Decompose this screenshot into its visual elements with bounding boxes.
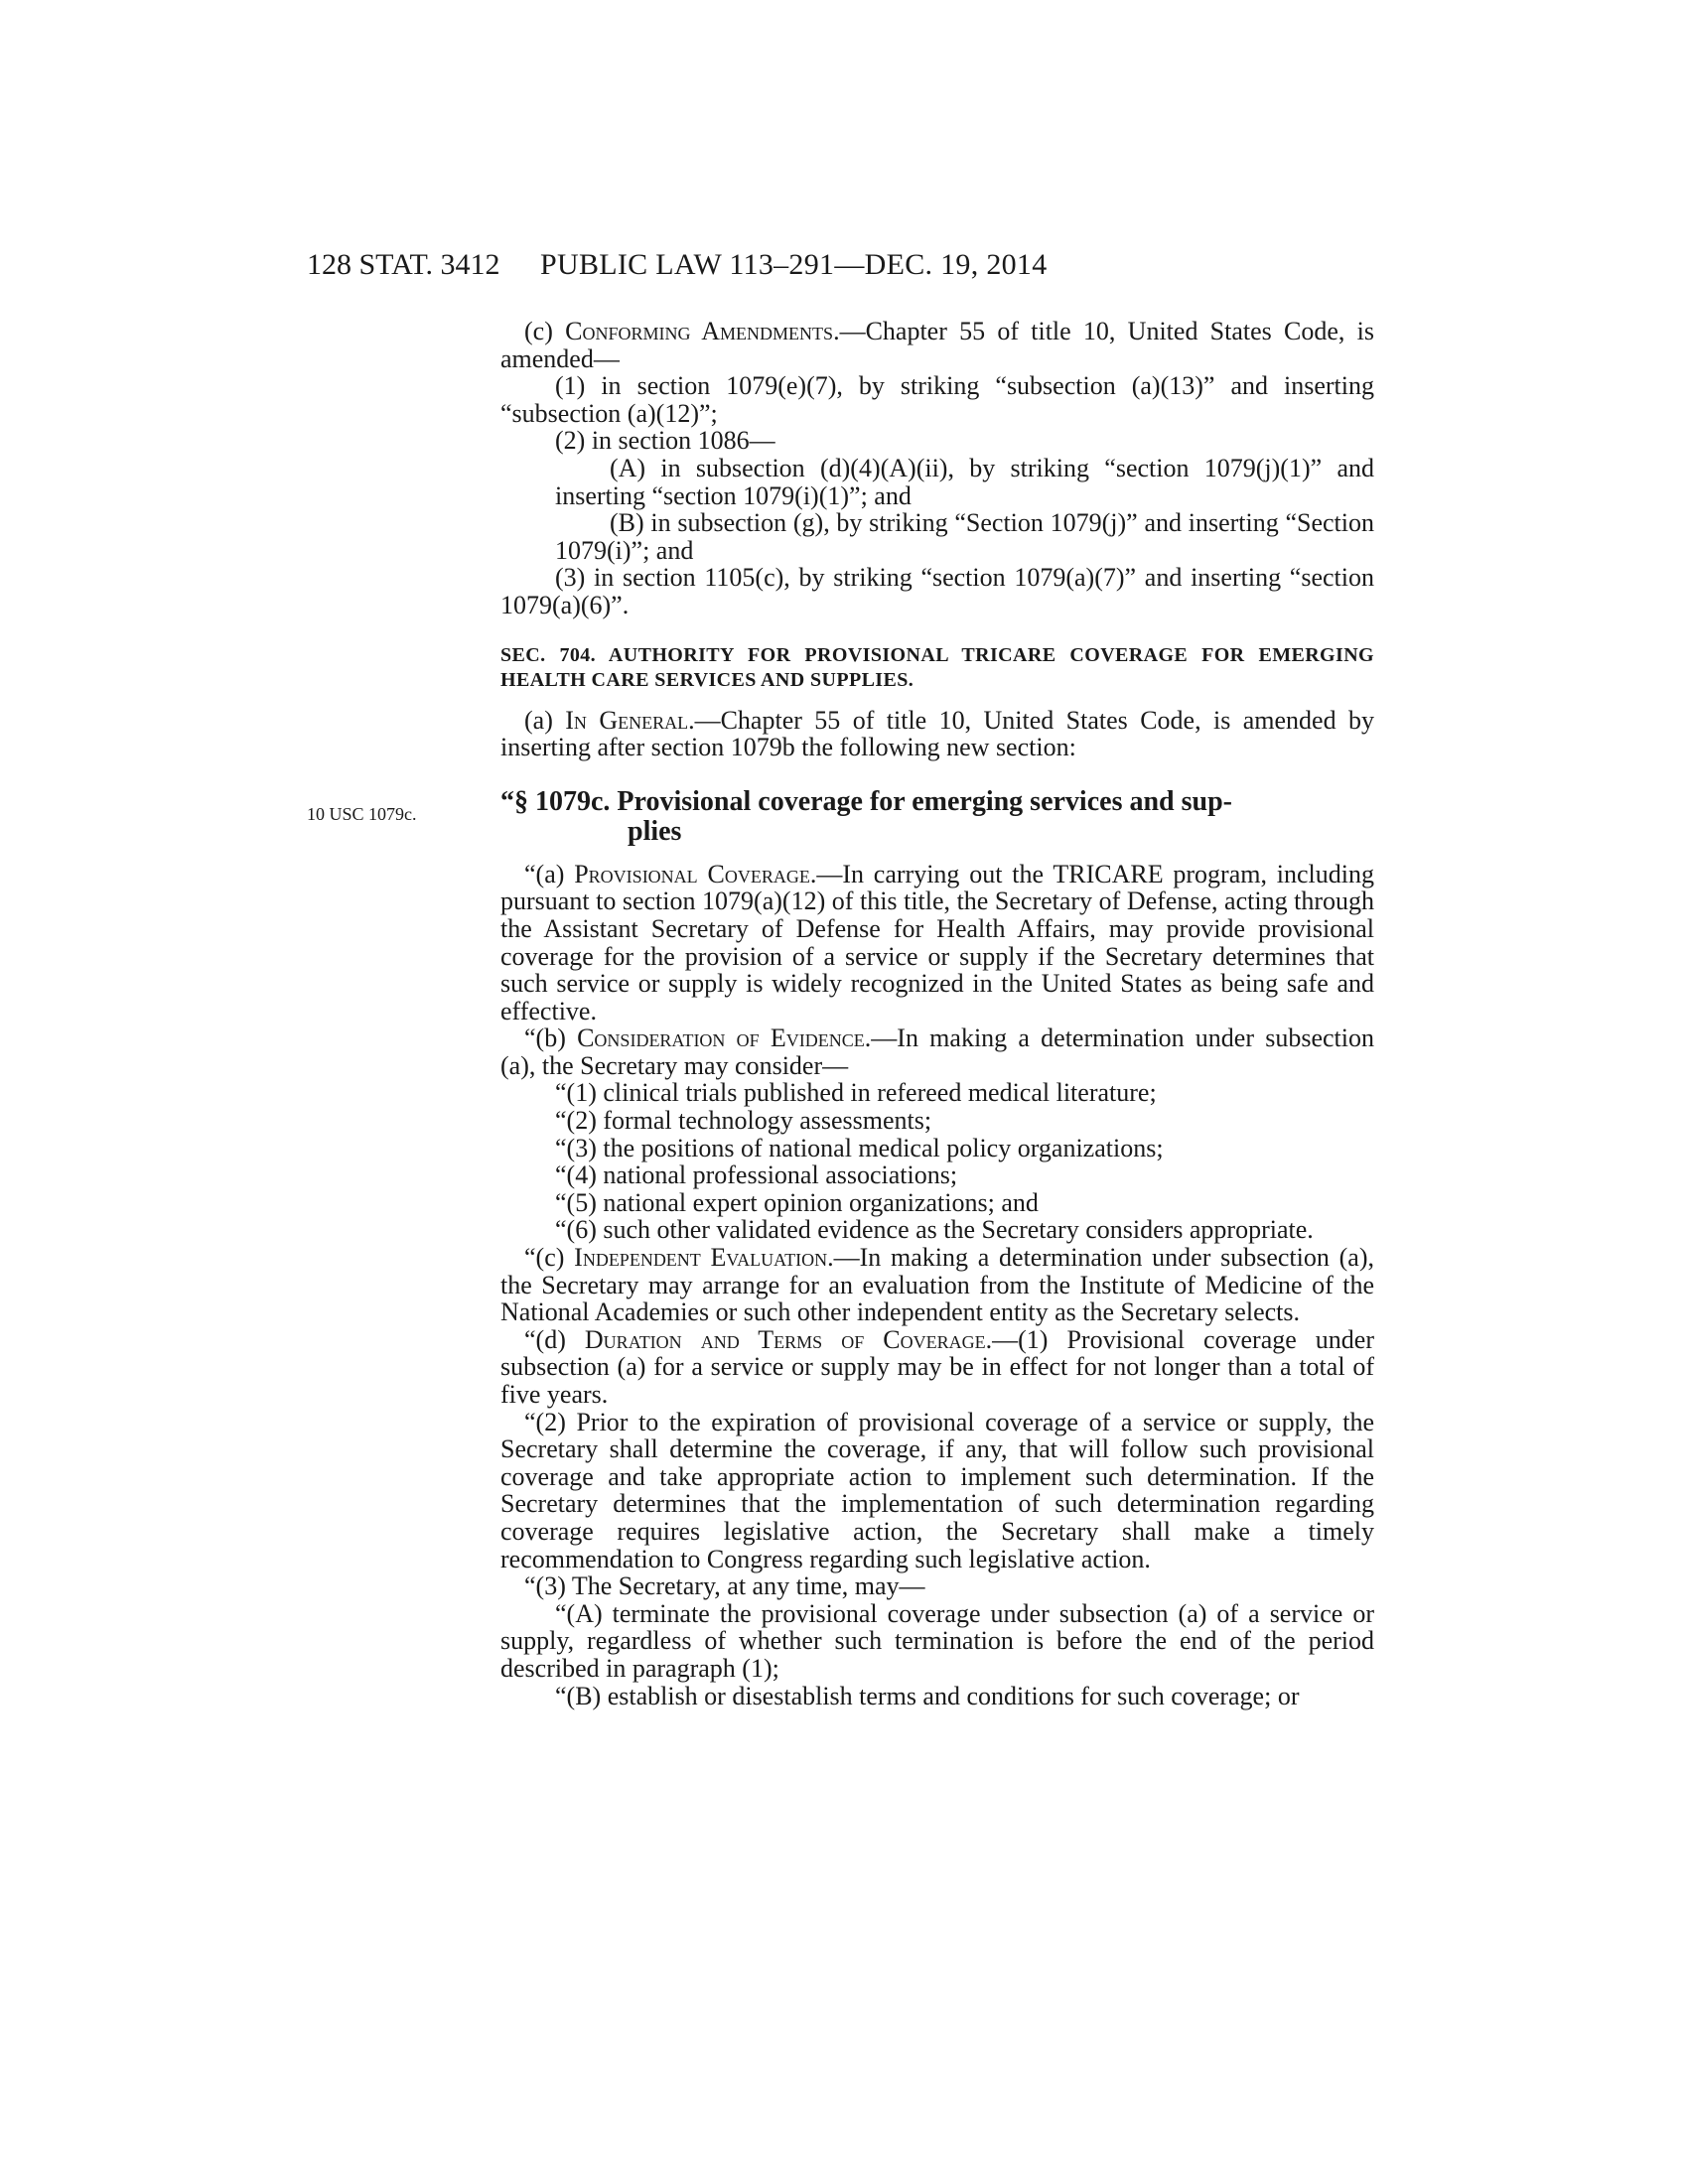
evidence-item: “(4) national professional associations; xyxy=(555,1160,958,1190)
independent-evaluation-c xyxy=(500,1244,1374,1326)
pb-lead: “(b) xyxy=(524,1024,578,1053)
subsection-a-lead: (a) xyxy=(524,705,566,735)
section-1079c-heading-line2: plies xyxy=(628,815,682,847)
paragraph-c2: (2) in section 1086— xyxy=(555,426,775,456)
subsection-c xyxy=(500,318,1374,372)
section-704-heading: SEC. 704. AUTHORITY FOR PROVISIONAL TRICARE COVERAGE FOR EMERGING HEALTH CARE SERVICES AND SUPPLIES. xyxy=(500,643,1374,691)
subsection-a-text: .—Chapter 55 of title 10, United States Code, is amended by inserting after section 1079b the following new section: xyxy=(500,705,1374,762)
subsection-a-general xyxy=(500,707,1374,761)
evidence-item: “(6) such other validated evidence as the Secretary considers appropriate. xyxy=(555,1215,1314,1245)
pb-text: .—In making a determination under subsection (a), the Secretary may consider— xyxy=(500,1024,1374,1080)
paragraph-c3: (3) in section 1105(c), by striking “section 1079(a)(7)” and inserting “section 1079(a)(6)”. xyxy=(500,563,1374,619)
pc-heading: Independent Evaluation xyxy=(574,1243,828,1273)
provisional-coverage-a xyxy=(500,861,1374,1025)
pa-text: .—In carrying out the TRICARE program, including pursuant to section 1079(a)(12) of this title, the Secretary of Defense, acting through the Assistant Secretary of Defense for Health Affairs, may provide provisional coverage for the provision of a service or supply if the Secretary determines that such service or supply is widely recognized in the United States as being safe and effective. xyxy=(500,859,1375,1025)
public-law-title: PUBLIC LAW 113–291—DEC. 19, 2014 xyxy=(540,248,1048,281)
pb-heading: Consideration of Evidence xyxy=(577,1024,865,1053)
subsection-a-heading: In General xyxy=(565,705,689,735)
pd-text: .—(1) Provisional coverage under subsection (a) for a service or supply may be in effect for not longer than a total of five years. xyxy=(500,1324,1375,1409)
evidence-item: “(1) clinical trials published in refereed medical literature; xyxy=(555,1078,1157,1108)
pd-heading: Duration and Terms of Coverage xyxy=(584,1324,986,1354)
document-body xyxy=(500,318,1374,1709)
statute-page-number: 128 STAT. 3412 xyxy=(307,248,500,281)
paragraph-d2: “(2) Prior to the expiration of provisional coverage of a service or supply, the Secretary shall determine the coverage, if any, that will follow such provisional coverage and take appropriate action to implement such determination. If the Secretary determines that the implementation of such determination regarding coverage requires legislative action, the Secretary shall make a timely recommendation to Congress regarding such legislative action. xyxy=(500,1407,1374,1573)
evidence-item: “(2) formal technology assessments; xyxy=(555,1106,932,1136)
pc-text: .—In making a determination under subsection (a), the Secretary may arrange for an evaluation from the Institute of Medicine of the National Academies or such other independent entity as the Secretary selects. xyxy=(500,1243,1374,1327)
paragraph-c2b: (B) in subsection (g), by striking “Section 1079(j)” and inserting “Section 1079(i)”; and xyxy=(555,508,1374,565)
pa-heading: Provisional Coverage xyxy=(574,859,810,888)
page-header xyxy=(307,248,1374,288)
section-1079c-heading xyxy=(500,787,1374,847)
paragraph-d3b: “(B) establish or disestablish terms and conditions for such coverage; or xyxy=(555,1681,1300,1710)
paragraph-d3a: “(A) terminate the provisional coverage under subsection (a) of a service or supply, regardless of whether such termination is before the end of the period described in paragraph (1); xyxy=(500,1598,1374,1683)
evidence-item: “(3) the positions of national medical policy organizations; xyxy=(555,1133,1164,1162)
subsection-c-lead: (c) xyxy=(524,317,566,345)
duration-terms-d xyxy=(500,1326,1374,1409)
pc-lead: “(c) xyxy=(524,1243,575,1273)
margin-citation: 10 USC 1079c. xyxy=(307,804,417,824)
section-1079c-heading-line1: “§ 1079c. Provisional coverage for emerging services and sup- xyxy=(500,785,1232,817)
subsection-c-heading: Conforming Amendments xyxy=(565,317,834,345)
evidence-item: “(5) national expert opinion organizations; and xyxy=(555,1187,1039,1217)
paragraph-c2a: (A) in subsection (d)(4)(A)(ii), by striking “section 1079(j)(1)” and inserting “section 1079(i)(1)”; and xyxy=(555,453,1374,510)
pd-lead: “(d) xyxy=(524,1324,585,1354)
subsection-c-text: .—Chapter 55 of title 10, United States Code, is amended— xyxy=(500,317,1375,373)
consideration-b xyxy=(500,1024,1374,1079)
pa-lead: “(a) xyxy=(524,859,575,888)
paragraph-c1: (1) in section 1079(e)(7), by striking “subsection (a)(13)” and inserting “subsection (a)(12)”; xyxy=(500,371,1374,428)
paragraph-d3: “(3) The Secretary, at any time, may— xyxy=(524,1571,925,1601)
